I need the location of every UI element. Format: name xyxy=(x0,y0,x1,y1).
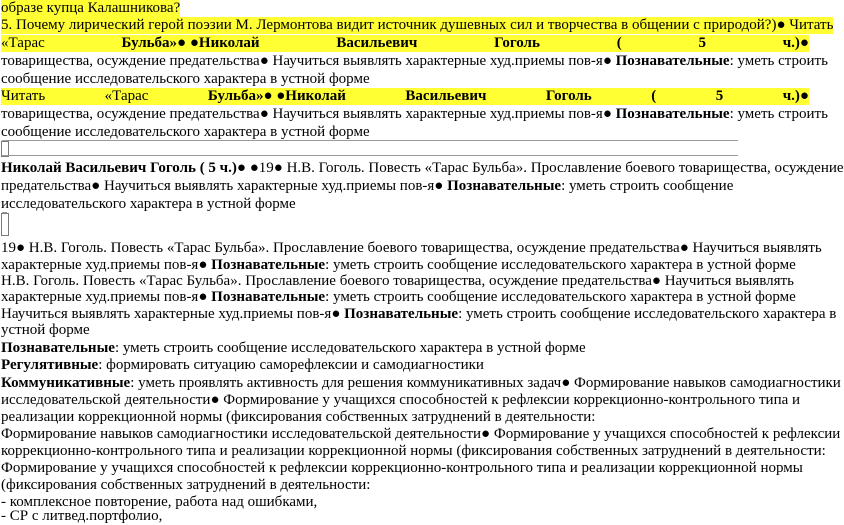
text-line-17 xyxy=(1,322,90,339)
line-text: : формировать ситуацию саморефлексии и самодиагностики xyxy=(98,357,484,373)
line-text: реализации коррекционной нормы (фиксирования собственных затруднений в деятельности: xyxy=(1,409,596,425)
line-text: : уметь строить xyxy=(729,53,828,69)
line-text: : уметь строить сообщение исследовательского характера в устной форме xyxy=(325,289,796,305)
text-line-26 xyxy=(1,477,370,494)
bold-term: Познавательные xyxy=(447,178,562,194)
bold-term: Регулятивные xyxy=(1,357,99,373)
text-line-24 xyxy=(1,443,826,460)
text-line-15 xyxy=(1,289,796,306)
text-line-10 xyxy=(1,178,733,195)
text-line-20 xyxy=(1,375,841,392)
text-line-22 xyxy=(1,409,595,426)
line-text: характерные худ.приемы пов-я● xyxy=(1,257,212,273)
line-text: 19● Н.В. Гоголь. Повесть «Тарас Бульба». Прославление боевого товарищества, осуждение предательства● Научиться выявлять xyxy=(1,240,822,256)
text-line-1 xyxy=(1,0,180,17)
text-line-19 xyxy=(1,357,484,374)
table-border-line xyxy=(2,140,738,141)
text-line-25 xyxy=(1,460,803,477)
text-line-7 xyxy=(1,106,828,123)
line-text: 5. Почему лирический герой поэзии М. Лермонтова видит источник душевных сил и творчества в общении с природой?)● Читать xyxy=(1,17,834,33)
text-line-9 xyxy=(1,160,844,177)
text-line-21 xyxy=(1,392,800,409)
line-text: сообщение исследовательского характера в устной форме xyxy=(1,124,370,140)
bold-term: Коммуникативные xyxy=(1,375,131,391)
line-text: устной форме xyxy=(1,322,90,338)
word: «Тарас xyxy=(104,88,149,104)
line-text: коррекционно-контрольного типа и реализации коррекционной нормы (фиксирования собственных затруднений в деятельности: xyxy=(1,443,826,459)
text-line-18 xyxy=(1,340,586,357)
text-line-12 xyxy=(1,240,822,257)
word: «Тарас xyxy=(1,35,45,51)
line-text: характерные худ.приемы пов-я● xyxy=(1,289,212,305)
bold-term: Познавательные xyxy=(615,106,730,122)
line-text: : уметь строить сообщение xyxy=(561,178,734,194)
text-line-8 xyxy=(1,124,370,141)
bold-term: Познавательные xyxy=(615,53,730,69)
line-text: - комплексное повторение, работа над ошибками, xyxy=(1,494,318,510)
word: Васильевич xyxy=(405,88,487,104)
line-text: Формирование навыков самодиагностики исследовательской деятельности● Формирование у учащихся способностей к рефлексии xyxy=(1,426,841,442)
line-text: : уметь строить сообщение исследовательского характера в устной форме xyxy=(325,257,796,273)
word: ( xyxy=(651,88,657,104)
bold-term: Познавательные xyxy=(344,306,459,322)
text-line-11 xyxy=(1,196,296,213)
word: ( xyxy=(616,35,622,51)
text-line-3-justified xyxy=(1,35,809,52)
word: Гоголь xyxy=(494,35,540,51)
word: Бульба»● ●Николай xyxy=(207,88,346,104)
text-line-4 xyxy=(1,53,828,70)
bold-term: Николай Васильевич Гоголь ( 5 ч.)● xyxy=(1,160,246,176)
table-border-line xyxy=(2,155,738,156)
line-text: ●19● Н.В. Гоголь. Повесть «Тарас Бульба». Прославление боевого товарищества, осуждение xyxy=(245,160,844,176)
word: Васильевич xyxy=(336,35,418,51)
bold-term: Познавательные xyxy=(211,257,326,273)
word: ч.)● xyxy=(782,88,809,104)
word: 5 xyxy=(698,35,706,51)
text-line-5 xyxy=(1,71,370,88)
line-text: - СР с литвед.портфолио, xyxy=(1,508,163,524)
word: Бульба»● ●Николай xyxy=(121,35,260,51)
word: Читать xyxy=(1,88,46,104)
word: 5 xyxy=(715,88,724,104)
word: ч.)● xyxy=(782,35,809,51)
text-line-16 xyxy=(1,306,836,323)
line-text: : уметь строить сообщение исследовательского характера в xyxy=(458,306,837,322)
table-cell-border xyxy=(1,213,9,236)
text-line-6-justified xyxy=(1,88,809,105)
line-text: Н.В. Гоголь. Повесть «Тарас Бульба». Прославление боевого товарищества, осуждение предательства● Научиться выявлять xyxy=(1,273,794,289)
line-text: Формирование у учащихся способностей к рефлексии коррекционно-контрольного типа и реализации коррекционной нормы xyxy=(1,460,803,476)
bold-term: Познавательные xyxy=(1,340,115,356)
line-text: исследовательской деятельности● Формирование у учащихся способностей к рефлексии коррекционно-контрольного типа и xyxy=(1,392,801,408)
text-line-2 xyxy=(1,17,833,34)
line-text: : уметь проявлять активность для решения коммуникативных задач● Формирование навыков самодиагностики xyxy=(130,375,841,391)
line-text: : уметь строить xyxy=(729,106,828,122)
line-text: исследовательского характера в устной форме xyxy=(1,196,296,212)
word: Гоголь xyxy=(545,88,592,104)
line-text: образе купца Калашникова? xyxy=(1,0,181,16)
line-text: Научиться выявлять характерные худ.приемы пов-я● xyxy=(1,306,345,322)
line-text: : уметь строить сообщение исследовательского характера в устной форме xyxy=(114,340,586,356)
line-text: сообщение исследовательского характера в устной форме xyxy=(1,71,370,87)
text-line-28 xyxy=(1,508,162,525)
bold-term: Познавательные xyxy=(211,289,326,305)
text-line-23 xyxy=(1,426,840,443)
line-text: товарищества, осуждение предательства● Научиться выявлять характерные худ.приемы пов-я● xyxy=(1,53,616,69)
line-text: предательства● Научиться выявлять характерные худ.приемы пов-я● xyxy=(1,178,448,194)
text-line-13 xyxy=(1,257,796,274)
line-text: товарищества, осуждение предательства● Научиться выявлять характерные худ.приемы пов-я● xyxy=(1,106,616,122)
text-line-14 xyxy=(1,273,794,290)
line-text: (фиксирования собственных затруднений в деятельности: xyxy=(1,477,371,493)
